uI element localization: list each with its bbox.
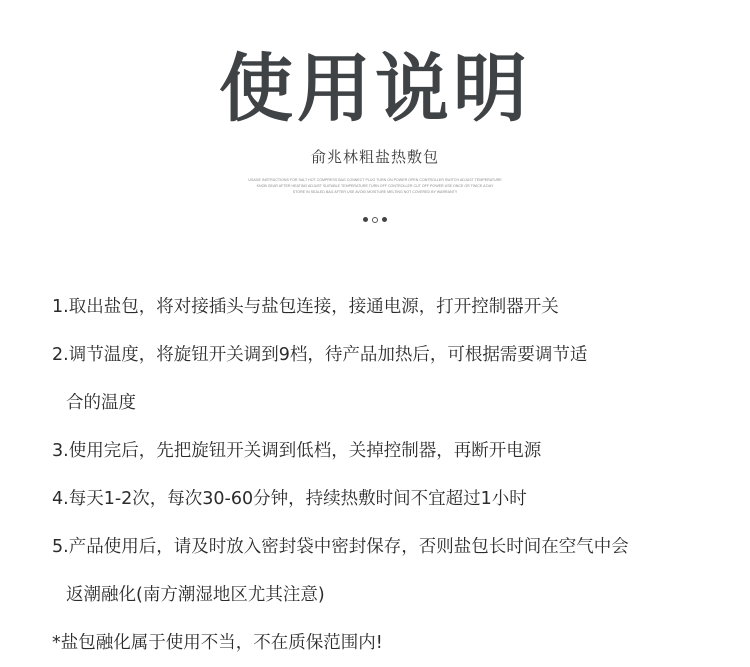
step-text: 5.产品使用后，请及时放入密封袋中密封保存，否则盐包长时间在空气中会 bbox=[52, 537, 629, 557]
warning-note bbox=[52, 619, 732, 667]
instruction-step bbox=[52, 523, 732, 619]
divider-dots bbox=[0, 217, 750, 223]
dot-icon bbox=[372, 217, 378, 223]
instruction-step bbox=[52, 427, 732, 475]
page-title: 使用说明 bbox=[219, 46, 531, 132]
page-subtitle: 俞兆林粗盐热敷包 bbox=[310, 148, 439, 166]
step-text-continued: 合的温度 bbox=[66, 393, 136, 413]
step-text: 2.调节温度，将旋钮开关调到9档，待产品加热后，可根据需要调节适 bbox=[52, 345, 588, 365]
step-text-continued: 返潮融化(南方潮湿地区尤其注意) bbox=[66, 585, 325, 605]
fineprint-line: KNOB GEAR AFTER HEATING ADJUST SUITABLE TEMPERATURE TURN OFF CONTROLLER CUT OFF POWER USE ONCE OR TWICE A DAY bbox=[256, 184, 494, 188]
warning-text: *盐包融化属于使用不当，不在质保范围内! bbox=[52, 633, 383, 653]
step-text: 1.取出盐包，将对接插头与盐包连接，接通电源，打开控制器开关 bbox=[52, 297, 559, 317]
fineprint-line: STORE IN SEALED BAG AFTER USE AVOID MOISTURE MELTING NOT COVERED BY WARRANTY bbox=[292, 190, 458, 194]
dot-icon bbox=[382, 217, 387, 222]
step-text: 3.使用完后，先把旋钮开关调到低档，关掉控制器，再断开电源 bbox=[52, 441, 542, 461]
step-text: 4.每天1-2次，每次30-60分钟，持续热敷时间不宜超过1小时 bbox=[52, 489, 527, 509]
fineprint-block bbox=[240, 177, 510, 195]
fineprint-line: USAGE INSTRUCTIONS FOR SALT HOT COMPRESS BAG CONNECT PLUG TURN ON POWER OPEN CONTROLLER SWITCH ADJUST TEMPERATURE bbox=[248, 178, 502, 182]
dot-icon bbox=[363, 217, 368, 222]
instruction-step bbox=[52, 475, 732, 523]
instruction-list bbox=[52, 283, 732, 667]
instruction-step bbox=[52, 331, 732, 427]
instruction-step bbox=[52, 283, 732, 331]
